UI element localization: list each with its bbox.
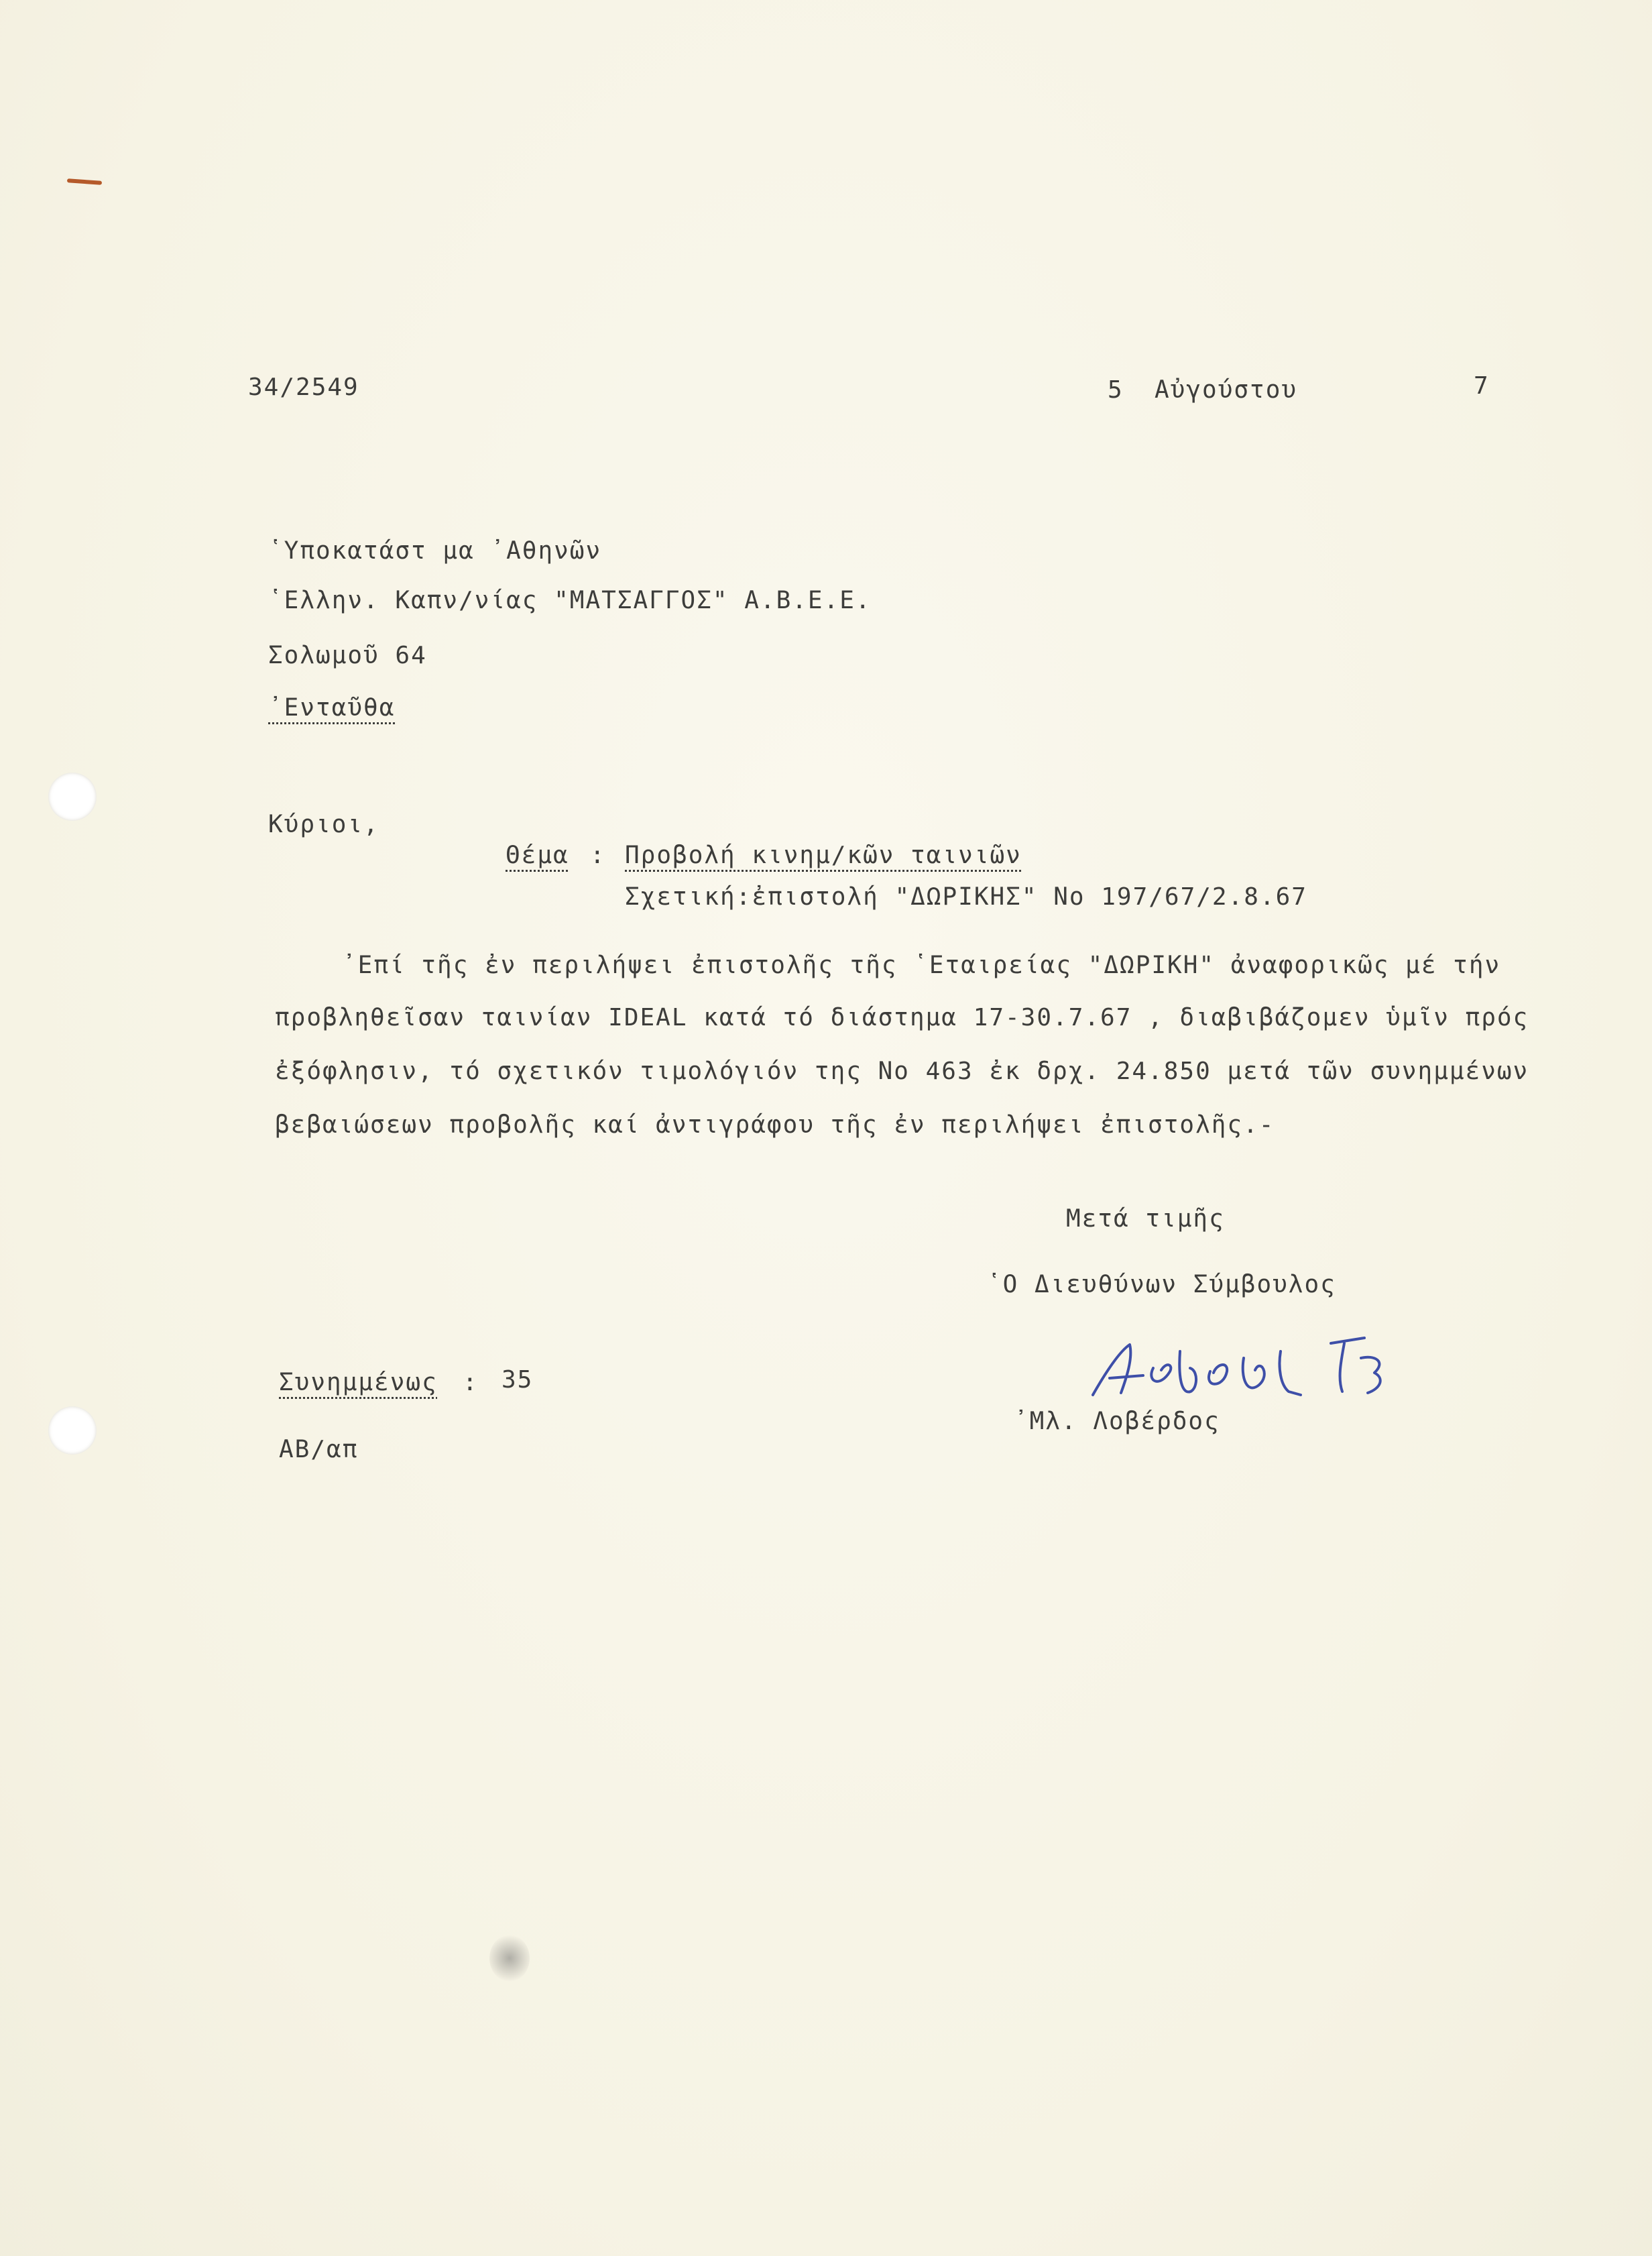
date-year: 7 <box>1474 372 1490 400</box>
attachments-label: Συνημμένως <box>279 1369 438 1396</box>
date-day: 5 <box>1108 376 1124 404</box>
attachments-separator: : <box>463 1369 479 1396</box>
recipient-line-3: Σολωμοῦ 64 <box>268 642 427 669</box>
subject-reference: Σχετική:ἐπιστολή "ΔΩΡΙΚΗΣ" Νο 197/67/2.8.67 <box>625 883 1307 911</box>
date-month: Αὐγούστου <box>1155 376 1298 404</box>
recipient-line-4: ᾿Ενταῦθα <box>268 694 396 722</box>
attachments-count: 35 <box>501 1366 534 1394</box>
ink-smudge <box>489 1935 530 1982</box>
handwritten-signature <box>1079 1331 1401 1412</box>
reference-number: 34/2549 <box>248 374 359 401</box>
recipient-line-2: ῾Ελλην. Καπν/νίας "ΜΑΤΣΑΓΓΟΣ" Α.Β.Ε.Ε. <box>268 587 872 614</box>
closing-title: ῾Ο Διευθύνων Σύμβουλος <box>987 1271 1336 1298</box>
recipient-line-1: ῾Υποκατάστ μα ᾿Αθηνῶν <box>268 537 602 565</box>
punch-hole-top <box>48 773 97 821</box>
rust-mark <box>67 178 102 185</box>
body-line-3: ἐξόφλησιν, τό σχετικόν τιμολόγιόν της Νο 463 ἐκ δρχ. 24.850 μετά τῶν συνημμένων <box>275 1058 1529 1085</box>
body-line-1: ᾿Επί τῆς ἐν περιλήψει ἐπιστολῆς τῆς ῾Εταιρείας "ΔΩΡΙΚΗ" ἀναφορικῶς μέ τήν <box>342 952 1501 979</box>
signatory-name: ᾿Μλ. Λοβέρδος <box>1014 1408 1220 1435</box>
body-line-4: βεβαιώσεων προβολῆς καί ἀντιγράφου τῆς ἐν περιλήψει ἐπιστολῆς.- <box>275 1111 1275 1139</box>
subject-separator: : <box>590 842 606 869</box>
salutation: Κύριοι, <box>268 811 379 838</box>
subject-label: Θέμα <box>506 842 569 869</box>
typist-initials: ΑΒ/απ <box>279 1436 359 1463</box>
closing-greeting: Μετά τιμῆς <box>1066 1205 1225 1233</box>
punch-hole-bottom <box>48 1406 97 1455</box>
subject-text: Προβολή κινημ/κῶν ταινιῶν <box>625 842 1022 869</box>
body-line-2: προβληθεῖσαν ταινίαν IDEAL κατά τό διάστημα 17-30.7.67 , διαβιβάζομεν ὑμῖν πρός <box>275 1004 1529 1031</box>
